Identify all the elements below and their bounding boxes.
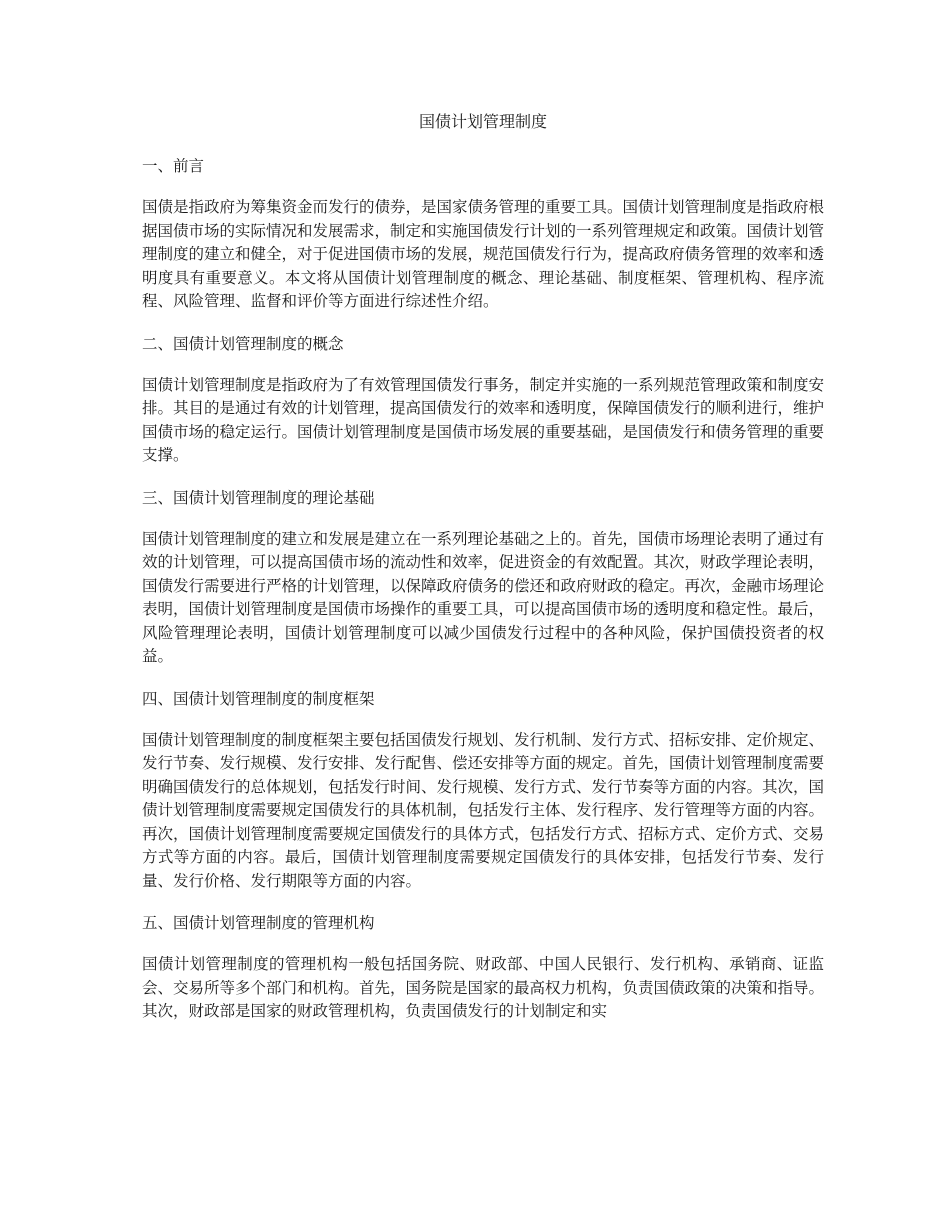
document-title: 国债计划管理制度 [418, 112, 547, 131]
section-theory [142, 486, 824, 669]
section-concept [142, 332, 824, 468]
section-heading: 三、国债计划管理制度的理论基础 [142, 488, 375, 507]
section-heading: 四、国债计划管理制度的制度框架 [142, 689, 375, 708]
section-framework [142, 687, 824, 894]
section-paragraph: 国债计划管理制度的建立和发展是建立在一系列理论基础之上的。首先，国债市场理论表明了通过有效的计划管理，可以提高国债市场的流动性和效率，促进资金的有效配置。其次，财政学理论表明，国债发行需要进行严格的计划管理，以保障政府债务的偿还和政府财政的稳定。再次，金融市场理论表明，国债计划管理制度是国债市场操作的重要工具，可以提高国债市场的透明度和稳定性。最后，风险管理理论表明，国债计划管理制度可以减少国债发行过程中的各种风险，保护国债投资者的权益。 [142, 529, 825, 665]
document-page [142, 110, 824, 1042]
section-paragraph: 国债计划管理制度的制度框架主要包括国债发行规划、发行机制、发行方式、招标安排、定价规定、发行节奏、发行规模、发行安排、发行配售、偿还安排等方面的规定。首先，国债计划管理制度需要明确国债发行的总体规划，包括发行时间、发行规模、发行方式、发行节奏等方面的内容。其次，国债计划管理制度需要规定国债发行的具体机制，包括发行主体、发行程序、发行管理等方面的内容。再次，国债计划管理制度需要规定国债发行的具体方式，包括发行方式、招标方式、定价方式、交易方式等方面的内容。最后，国债计划管理制度需要规定国债发行的具体安排，包括发行节奏、发行量、发行价格、发行期限等方面的内容。 [142, 730, 825, 890]
section-paragraph: 国债计划管理制度是指政府为了有效管理国债发行事务，制定并实施的一系列规范管理政策和制度安排。其目的是通过有效的计划管理，提高国债发行的效率和透明度，保障国债发行的顺利进行，维护国债市场的稳定运行。国债计划管理制度是国债市场发展的重要基础，是国债发行和债务管理的重要支撑。 [142, 375, 825, 464]
section-paragraph: 国债计划管理制度的管理机构一般包括国务院、财政部、中国人民银行、发行机构、承销商、证监会、交易所等多个部门和机构。首先，国务院是国家的最高权力机构，负责国债政策的决策和指导。其次，财政部是国家的财政管理机构，负责国债发行的计划制定和实 [142, 955, 825, 1020]
section-institutions [142, 911, 824, 1024]
section-preface [142, 154, 824, 314]
section-heading: 二、国债计划管理制度的概念 [142, 334, 344, 353]
section-heading: 一、前言 [142, 157, 205, 175]
section-heading: 五、国债计划管理制度的管理机构 [142, 914, 375, 932]
section-paragraph: 国债是指政府为筹集资金而发行的债券，是国家债务管理的重要工具。国债计划管理制度是指政府根据国债市场的实际情况和发展需求，制定和实施国债发行计划的一系列管理规定和政策。国债计划管理制度的建立和健全，对于促进国债市场的发展，规范国债发行行为，提高政府债务管理的效率和透明度具有重要意义。本文将从国债计划管理制度的概念、理论基础、制度框架、管理机构、程序流程、风险管理、监督和评价等方面进行综述性介绍。 [142, 198, 825, 310]
